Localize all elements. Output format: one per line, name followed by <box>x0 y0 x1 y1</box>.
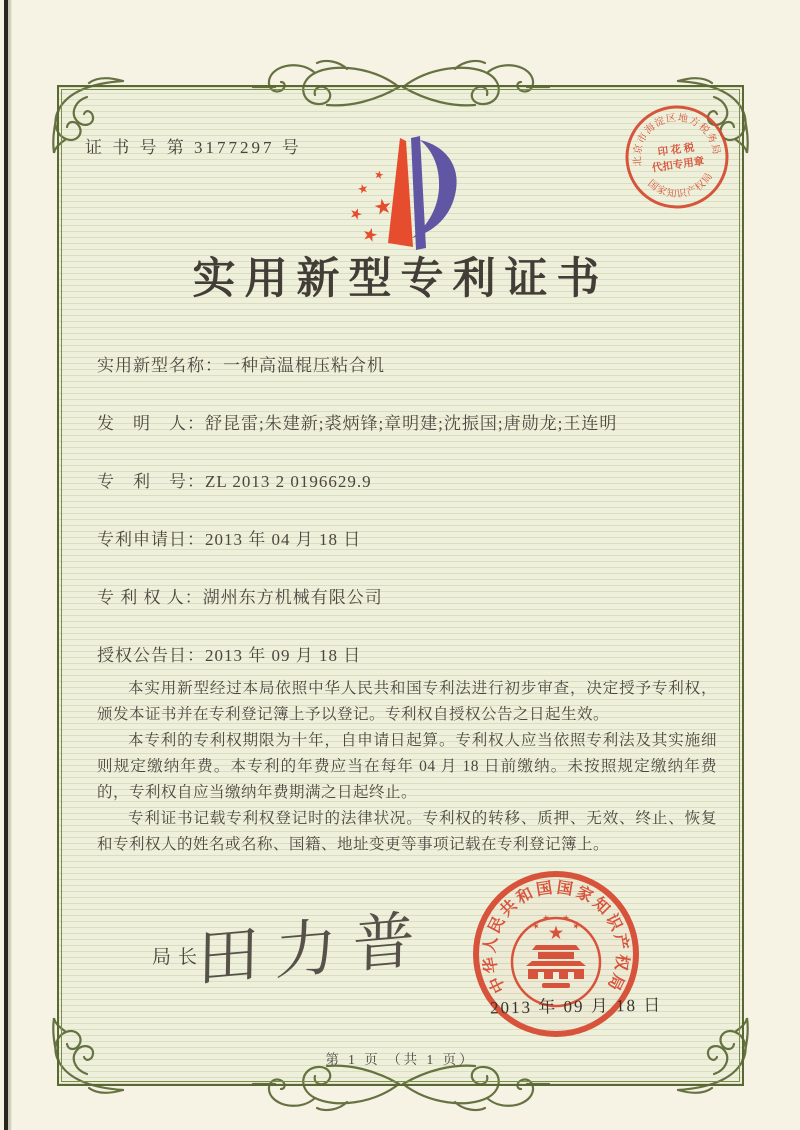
tax-stamp-top-arc: 北京市海淀区地方税务局 <box>632 112 722 167</box>
field-label: 发 明 人： <box>97 414 205 433</box>
page-number: 第 1 页 （共 1 页） <box>325 1052 476 1067</box>
tax-stamp-center-line2: 代扣专用章 <box>651 156 705 175</box>
legal-paragraph: 本专利的专利权期限为十年，自申请日起算。专利权人应当依照专利法及其实施细则规定缴纳年费。本专利的年费应当在每年 04 月 18 日前缴纳。未按照规定缴纳年费的，专利权自应当缴纳年费期满之日起终止。 <box>97 732 717 801</box>
tax-stamp-bottom-arc: 国家知识产权局 <box>645 170 716 201</box>
tax-stamp-center-line1: 印 花 税 <box>657 142 696 159</box>
field-label: 专 利 权 人： <box>97 588 203 607</box>
field-value: 舒昆雷;朱建新;裘炳锋;章明建;沈振国;唐勋龙;王连明 <box>205 414 618 433</box>
field-label: 实用新型名称： <box>97 356 223 375</box>
field-value: 2013 年 04 月 18 日 <box>205 530 362 549</box>
seal-date: 2013 年 09 月 18 日 <box>489 995 663 1018</box>
field-application-date <box>97 525 617 550</box>
legal-paragraph: 本实用新型经过本局依照中华人民共和国专利法进行初步审查，决定授予专利权，颁发本证书并在专利登记簿上予以登记。专利权自授权公告之日起生效。 <box>97 680 717 723</box>
top-scroll-ornament-icon <box>251 57 551 117</box>
certificate-fields <box>97 351 617 666</box>
legal-paragraph: 专利证书记载专利权登记时的法律状况。专利权的转移、质押、无效、终止、恢复和专利权人的姓名或名称、国籍、地址变更等事项记载在专利登记簿上。 <box>97 810 717 853</box>
field-label: 授权公告日： <box>97 646 205 665</box>
field-value: 湖州东方机械有限公司 <box>202 588 383 607</box>
field-grant-publication-date <box>97 641 617 666</box>
field-value: 一种高温棍压粘合机 <box>223 356 385 375</box>
field-patentee <box>97 583 617 608</box>
svg-text:北京市海淀区地方税务局 <box>625 106 722 168</box>
seal-ring-text: 中华人民共和国国家知识产权局 <box>481 879 631 996</box>
tax-withholding-stamp <box>614 94 740 220</box>
field-label: 专 利 号： <box>97 472 205 491</box>
field-utility-model-name <box>97 351 617 376</box>
certificate-title: 实用新型专利证书 <box>192 256 609 303</box>
field-inventors <box>97 409 617 434</box>
scan-edge-artifact <box>0 0 12 1130</box>
director-label: 局长 <box>152 947 205 968</box>
field-label: 专利申请日： <box>97 530 205 549</box>
cnipa-logo-icon <box>342 132 462 260</box>
certificate-frame <box>57 85 744 1086</box>
director-signature: 田力普 <box>196 905 432 995</box>
field-value: ZL 2013 2 0196629.9 <box>205 472 372 491</box>
field-value: 2013 年 09 月 18 日 <box>205 646 362 665</box>
certificate-number: 证 书 号 第 3177297 号 <box>85 138 302 157</box>
legal-text-block <box>97 676 717 858</box>
field-patent-number <box>97 467 617 492</box>
